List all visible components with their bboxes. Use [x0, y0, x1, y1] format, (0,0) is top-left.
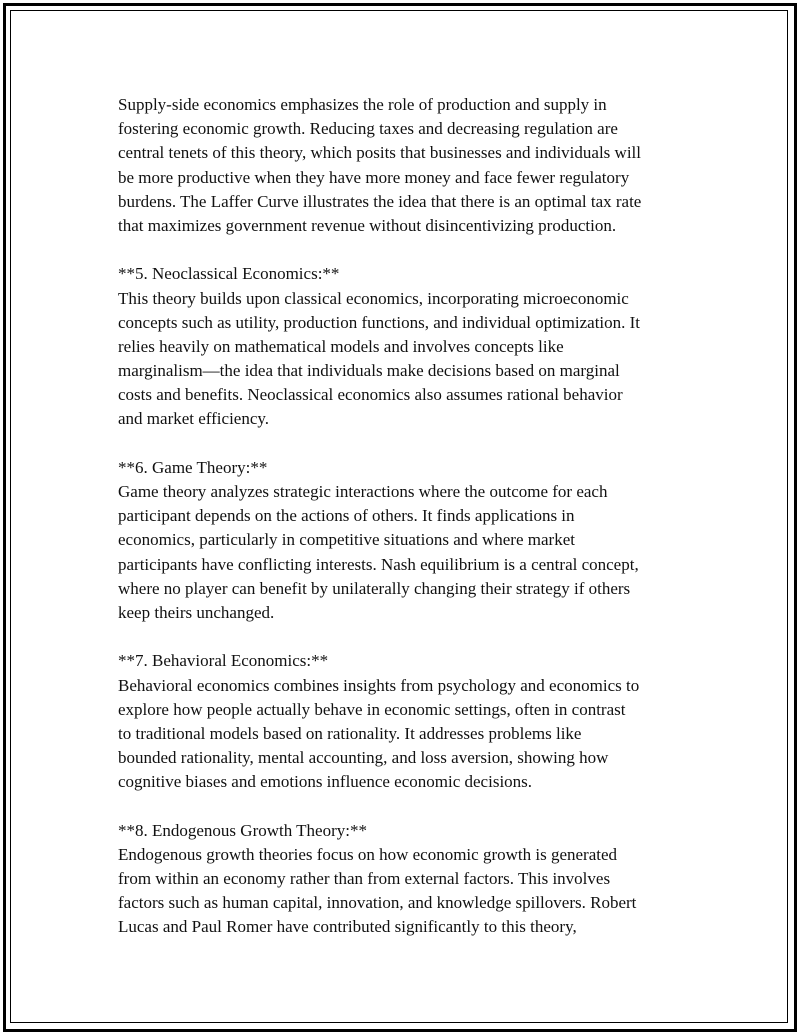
section-heading: **7. Behavioral Economics:** [118, 651, 329, 671]
text-line: Supply-side economics emphasizes the role of production and supply in [118, 95, 607, 114]
text-line: Lucas and Paul Romer have contributed significantly to this theory, [118, 917, 577, 937]
text-line: fostering economic growth. Reducing taxes and decreasing regulation are [118, 119, 618, 139]
text-line: Endogenous growth theories focus on how economic growth is generated [118, 844, 618, 864]
text-line: be more productive when they have more money and face fewer regulatory [118, 167, 630, 187]
paragraph-supply-side [118, 93, 708, 238]
paragraph-spacer [118, 432, 708, 456]
text-line: cognitive biases and emotions influence economic decisions. [118, 772, 533, 792]
text-line: participant depends on the actions of others. It finds applications in [118, 506, 575, 526]
text-line: marginalism—the idea that individuals make decisions based on marginal [118, 361, 620, 381]
text-line: central tenets of this theory, which posits that businesses and individuals will [118, 143, 641, 163]
section-heading: **8. Endogenous Growth Theory:** [118, 820, 367, 840]
section-neoclassical-economics [118, 262, 708, 431]
text-line: and market efficiency. [118, 409, 270, 429]
section-heading: **6. Game Theory:** [118, 457, 268, 477]
text-line: This theory builds upon classical economics, incorporating microeconomic [118, 288, 629, 308]
text-line: to traditional models based on rationality. It addresses problems like [118, 723, 582, 743]
paragraph-spacer [118, 794, 708, 818]
paragraph-spacer [118, 625, 708, 649]
section-endogenous-growth-theory [118, 819, 708, 940]
text-line: burdens. The Laffer Curve illustrates the idea that there is an optimal tax rate [118, 191, 642, 211]
text-line: that maximizes government revenue without disincentivizing production. [118, 215, 617, 235]
text-line: bounded rationality, mental accounting, and loss aversion, showing how [118, 748, 609, 768]
text-line: economics, particularly in competitive situations and where market [118, 530, 575, 550]
text-line: keep theirs unchanged. [118, 602, 275, 622]
document-body [118, 93, 708, 940]
text-line: concepts such as utility, production functions, and individual optimization. It [118, 312, 641, 332]
text-line: from within an economy rather than from external factors. This involves [118, 869, 611, 888]
text-line: factors such as human capital, innovation, and knowledge spillovers. Robert [118, 893, 637, 913]
text-line: where no player can benefit by unilaterally changing their strategy if others [118, 578, 631, 598]
text-line: Game theory analyzes strategic interactions where the outcome for each [118, 482, 608, 501]
text-line: participants have conflicting interests. Nash equilibrium is a central concept, [118, 554, 639, 574]
text-line: relies heavily on mathematical models and involves concepts like [118, 336, 564, 356]
paragraph-spacer [118, 238, 708, 262]
text-line: explore how people actually behave in economic settings, often in contrast [118, 699, 626, 719]
text-line: Behavioral economics combines insights from psychology and economics to [118, 675, 640, 695]
text-line: costs and benefits. Neoclassical economics also assumes rational behavior [118, 385, 623, 405]
section-game-theory [118, 456, 708, 625]
section-behavioral-economics [118, 649, 708, 794]
section-heading: **5. Neoclassical Economics:** [118, 264, 340, 284]
